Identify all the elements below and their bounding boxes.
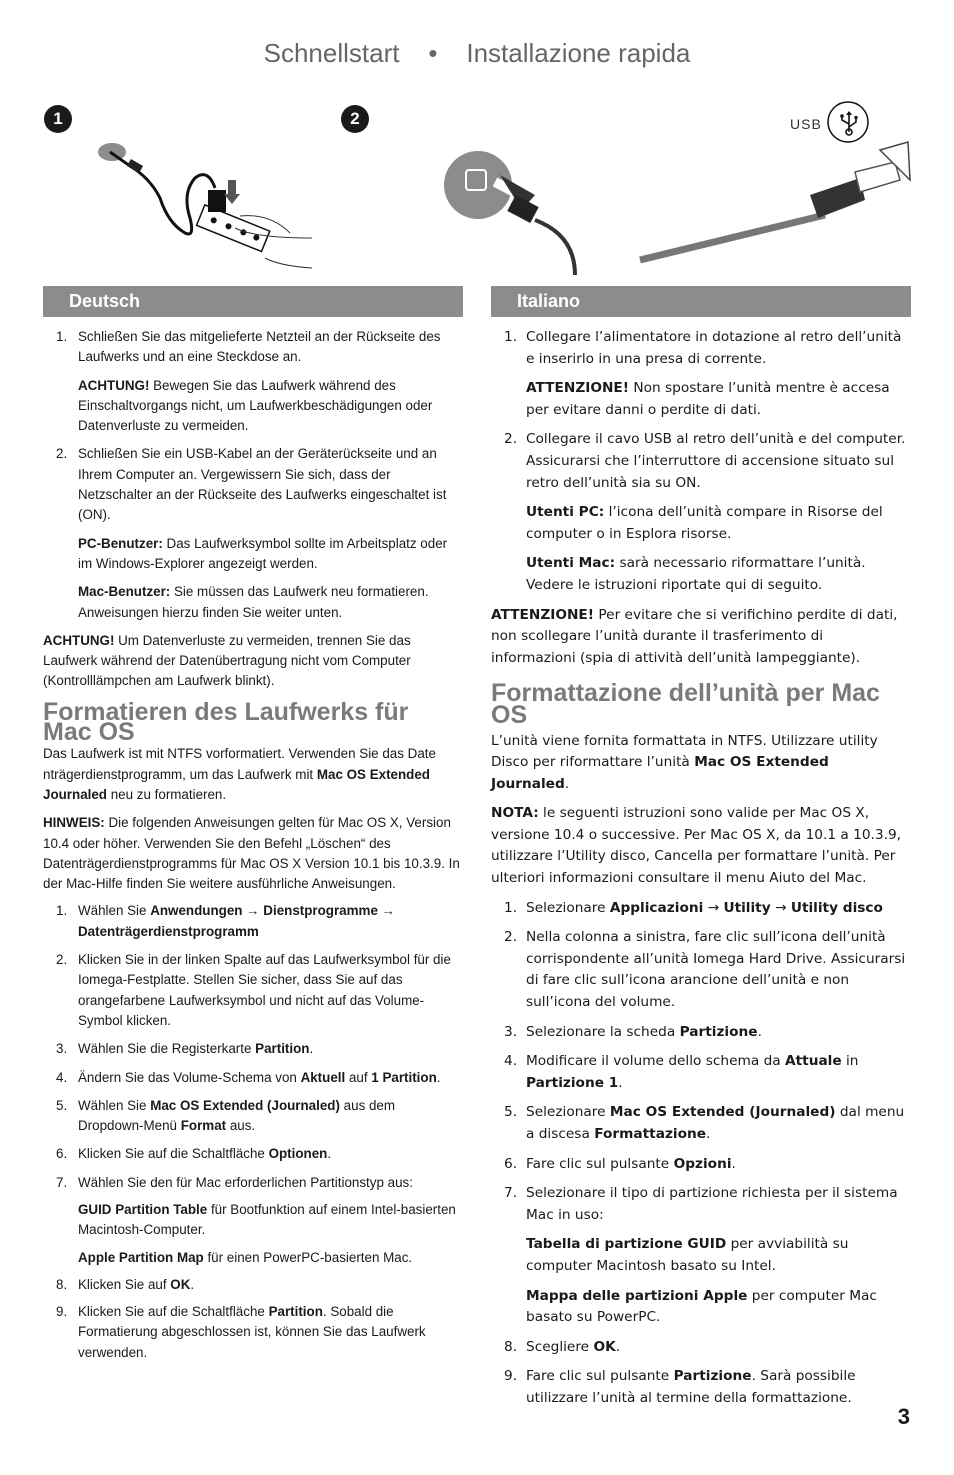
list-item: 3. Selezionare la scheda Partizione. bbox=[504, 1023, 762, 1040]
list-item: 8. Klicken Sie auf OK. bbox=[56, 1276, 195, 1292]
list-item: 7. Wählen Sie den für Mac erforderlichen Partitionstyp aus: bbox=[56, 1174, 413, 1190]
warning-note: ATTENZIONE! Per evitare che si verifichino perdite di dati, non scollegare l’unità durante il trasferimento di informazioni (spia di attività dell’unità lampeggiante). bbox=[491, 606, 898, 666]
list-item: 2. Collegare il cavo USB al retro dell’unità e del computer. Assicurarsi che l’interruttore di accensione situato sul retro dell’unità sia su ON. bbox=[504, 431, 906, 491]
italiano-section-heading: Italiano bbox=[491, 286, 911, 317]
guid-option: GUID Partition Table für Bootfunktion auf einem Intel-basierten Macintosh-Computer. bbox=[78, 1201, 456, 1238]
list-item: 6. Fare clic sul pulsante Opzioni. bbox=[504, 1155, 736, 1172]
list-item: 3. Wählen Sie die Registerkarte Partition. bbox=[56, 1041, 314, 1057]
list-item: 1. Selezionare Applicazioni → Utility → Utility disco bbox=[504, 899, 883, 916]
intro-paragraph: L’unità viene fornita formattata in NTFS. Utilizzare utility Disco per riformattare l’unità Mac OS Extended Journaled. bbox=[491, 732, 878, 792]
deutsch-section-heading: Deutsch bbox=[43, 286, 463, 317]
step-1-badge: 1 bbox=[44, 105, 72, 133]
hint-note: HINWEIS: Die folgenden Anweisungen gelten für Mac OS X, Version 10.4 oder höher. Verwenden Sie den Befehl „Löschen“ des Datenträgerdienstprogramms für Mac OS X Version 10.1 bis 10.3.9. In der Mac-Hilfe finden Sie weitere ausführliche Anweisungen. bbox=[43, 815, 460, 892]
warning-note: ATTENZIONE! Non spostare l’unità mentre è accesa per evitare danni o perdite di dati. bbox=[526, 380, 890, 418]
apm-option: Apple Partition Map für einen PowerPC-basierten Mac. bbox=[78, 1249, 413, 1265]
warning-note: ACHTUNG! Bewegen Sie das Laufwerk während des Einschaltvorgangs nicht, um Laufwerkbeschädigungen oder Datenverluste zu vermeiden. bbox=[78, 377, 433, 434]
list-item: 6. Klicken Sie auf die Schaltfläche Optionen. bbox=[56, 1146, 332, 1162]
section-title: Formattazione dell’unità per Mac OS bbox=[491, 679, 880, 729]
list-item: 2. Klicken Sie in der linken Spalte auf das Laufwerksymbol für die Iomega-Festplatte. Stellen Sie sicher, dass Sie auf das orangefarbene Laufwerksymbol und nicht auf das Volume-Symbol klicken. bbox=[56, 952, 451, 1028]
step-2-badge: 2 bbox=[341, 105, 369, 133]
mac-users-note: Utenti Mac: sarà necessario riformattare l’unità. Vedere le istruzioni riportate qui di seguito. bbox=[526, 555, 866, 593]
page-number: 3 bbox=[897, 1404, 910, 1429]
warning-note: ACHTUNG! Um Datenverluste zu vermeiden, trennen Sie das Laufwerk während der Datenübertragung nicht vom Computer (Kontrolllämpchen am Laufwerk blinkt). bbox=[43, 632, 411, 689]
page-header-title: Schnellstart • Installazione rapida bbox=[263, 38, 691, 68]
list-item: 9. Klicken Sie auf die Schaltfläche Partition. Sobald die Formatierung abgeschlossen ist, können Sie das Laufwerk verwenden. bbox=[56, 1304, 426, 1360]
list-item: 5. Selezionare Mac OS Extended (Journaled) dal menu a discesa Formattazione. bbox=[504, 1104, 905, 1142]
list-item: 4. Ändern Sie das Volume-Schema von Aktuell auf 1 Partition. bbox=[56, 1069, 441, 1085]
usb-label: USB bbox=[790, 116, 822, 132]
intro-paragraph: Das Laufwerk ist mit NTFS vorformatiert. Verwenden Sie das Date nträgerdienstprogramm, um das Laufwerk mit Mac OS Extended Journaled neu zu formatieren. bbox=[43, 746, 436, 802]
list-item: 9. Fare clic sul pulsante Partizione. Sarà possibile utilizzare l’unità al termine della formattazione. bbox=[504, 1368, 856, 1406]
section-title: Formatieren des Laufwerks für Mac OS bbox=[43, 697, 409, 747]
usb-trident-icon bbox=[836, 110, 862, 136]
deutsch-column bbox=[43, 286, 463, 1363]
list-item: 4. Modificare il volume dello schema da Attuale in Partizione 1. bbox=[504, 1053, 859, 1091]
list-item: 1. Collegare l’alimentatore in dotazione al retro dell’unità e inserirlo in una presa di corrente. bbox=[504, 329, 902, 367]
list-item: 7. Selezionare il tipo di partizione richiesta per il sistema Mac in uso: bbox=[504, 1185, 898, 1223]
guid-option: Tabella di partizione GUID per avviabilità su computer Macintosh basato su Intel. bbox=[526, 1236, 849, 1274]
list-item: 8. Scegliere OK. bbox=[504, 1338, 621, 1355]
italiano-column bbox=[491, 286, 911, 1410]
mac-users-note: Mac-Benutzer: Sie müssen das Laufwerk neu formatieren. Anweisungen hierzu finden Sie weiter unten. bbox=[78, 584, 429, 620]
pc-users-note: PC-Benutzer: Das Laufwerksymbol sollte im Arbeitsplatz oder im Windows-Explorer angezeigt werden. bbox=[78, 535, 448, 571]
list-item: 2. Nella colonna a sinistra, fare clic sull’icona dell’unità corrispondente all’unità Iomega Hard Drive. Assicurarsi di fare clic sull’icona arancione dell’unità e non sull’icona del volume. bbox=[504, 929, 906, 1011]
list-item: 2. Schließen Sie ein USB-Kabel an der Geräterückseite und an Ihrem Computer an. Vergewissern Sie sich, dass der Netzschalter an der Rückseite des Laufwerks eingeschaltet ist (ON). bbox=[56, 446, 447, 523]
apm-option: Mappa delle partizioni Apple per computer Mac basato su PowerPC. bbox=[526, 1287, 877, 1326]
list-item: 1. Wählen Sie Anwendungen → Dienstprogramme → Datenträgerdienstprogramm bbox=[56, 903, 396, 939]
note-paragraph: NOTA: le seguenti istruzioni sono valide per Mac OS X, versione 10.4 o successive. Per Mac OS X, da 10.1 a 10.3.9, utilizzare l’Utility disco, Cancella per formattare l’unità. Per ulteriori informazioni consultare il menu Aiuto del Mac. bbox=[491, 805, 902, 887]
power-connection-illustration bbox=[90, 138, 320, 273]
pc-users-note: Utenti PC: l’icona dell’unità compare in Risorse del computer o in Esplora risorse. bbox=[526, 504, 883, 542]
list-item: 1. Schließen Sie das mitgelieferte Netzteil an der Rückseite des Laufwerks und an eine Steckdose an. bbox=[56, 329, 441, 365]
list-item: 5. Wählen Sie Mac OS Extended (Journaled) aus dem Dropdown-Menü Format aus. bbox=[56, 1097, 396, 1134]
